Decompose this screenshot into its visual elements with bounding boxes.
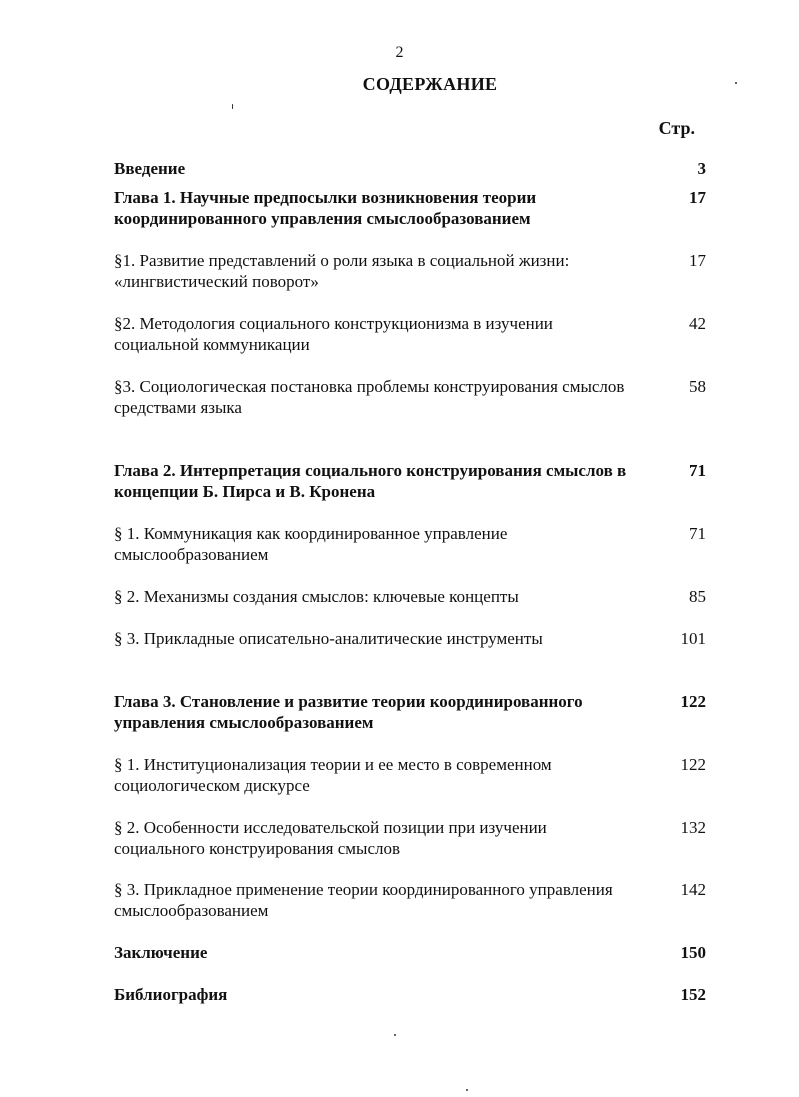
toc-entry-page: 101 <box>680 629 706 648</box>
toc-entry-chapter-3 <box>114 691 706 733</box>
scan-speck <box>466 1089 468 1091</box>
toc-entry-page: 122 <box>680 692 706 711</box>
toc-entry-text: §1. Развитие представлений о роли языка в социальной жизни: «лингвистический поворот» <box>114 251 570 291</box>
toc-entry-section-2-3 <box>114 628 706 649</box>
toc-entry-section-2-1 <box>114 523 706 565</box>
toc-entry-page: 58 <box>689 377 706 396</box>
toc-entry-page: 132 <box>680 818 706 837</box>
toc-entry-text: Глава 3. Становление и развитие теории координированного управления смыслообразованием <box>114 692 583 732</box>
toc-entry-section-1-3 <box>114 376 706 418</box>
toc-entry-bibliography <box>114 984 706 1005</box>
toc-entry-chapter-1 <box>114 187 706 229</box>
toc-entry-text: § 1. Институционализация теории и ее место в современном социологическом дискурсе <box>114 755 552 795</box>
scan-speck <box>394 1034 396 1036</box>
toc-entry-text: Введение <box>114 159 186 178</box>
toc-entry-introduction <box>114 158 706 179</box>
scan-speck <box>232 104 233 109</box>
toc-entry-text: § 1. Коммуникация как координированное управление смыслообразованием <box>114 524 508 564</box>
toc-entry-section-3-1 <box>114 754 706 796</box>
toc-entry-text: §2. Методология социального конструкционизма в изучении социальной коммуникации <box>114 314 553 354</box>
page-number: 2 <box>395 44 404 61</box>
toc-entry-text: Глава 1. Научные предпосылки возникновения теории координированного управления смыслообразованием <box>114 188 537 228</box>
toc-entry-page: 152 <box>680 985 706 1004</box>
toc-entry-text: § 2. Особенности исследовательской позиции при изучении социального конструирования смыслов <box>114 818 547 858</box>
toc-entry-text: Заключение <box>114 943 208 962</box>
toc-entry-page: 71 <box>689 461 706 480</box>
page-column-header: Стр. <box>658 118 695 138</box>
toc-entry-page: 17 <box>689 188 706 207</box>
toc-entry-section-2-2 <box>114 586 706 607</box>
page-title: СОДЕРЖАНИЕ <box>362 74 498 94</box>
toc-entry-page: 85 <box>689 587 706 606</box>
toc-entry-text: § 3. Прикладное применение теории координированного управления смыслообразованием <box>114 880 613 920</box>
toc-entry-conclusion <box>114 942 706 963</box>
toc-entry-text: Библиография <box>114 985 228 1004</box>
toc-entry-section-3-3 <box>114 879 706 921</box>
toc-entry-text: Глава 2. Интерпретация социального конструирования смыслов в концепции Б. Пирса и В. Кронена <box>114 461 627 501</box>
toc-entry-page: 142 <box>680 880 706 899</box>
toc-entry-chapter-2 <box>114 460 706 502</box>
toc-entry-page: 17 <box>689 251 706 270</box>
toc-entry-page: 150 <box>680 943 706 962</box>
toc-entry-page: 42 <box>689 314 706 333</box>
toc-entry-section-1-2 <box>114 313 706 355</box>
toc-entry-page: 122 <box>680 755 706 774</box>
toc-entry-text: § 3. Прикладные описательно-аналитические инструменты <box>114 629 543 648</box>
toc-entry-text: §3. Социологическая постановка проблемы конструирования смыслов средствами языка <box>114 377 625 417</box>
toc-entry-section-1-1 <box>114 250 706 292</box>
scan-speck <box>735 82 737 84</box>
toc-entry-page: 3 <box>697 159 706 178</box>
toc-entry-text: § 2. Механизмы создания смыслов: ключевые концепты <box>114 587 519 606</box>
toc-entry-section-3-2 <box>114 817 706 859</box>
toc-entry-page: 71 <box>689 524 706 543</box>
